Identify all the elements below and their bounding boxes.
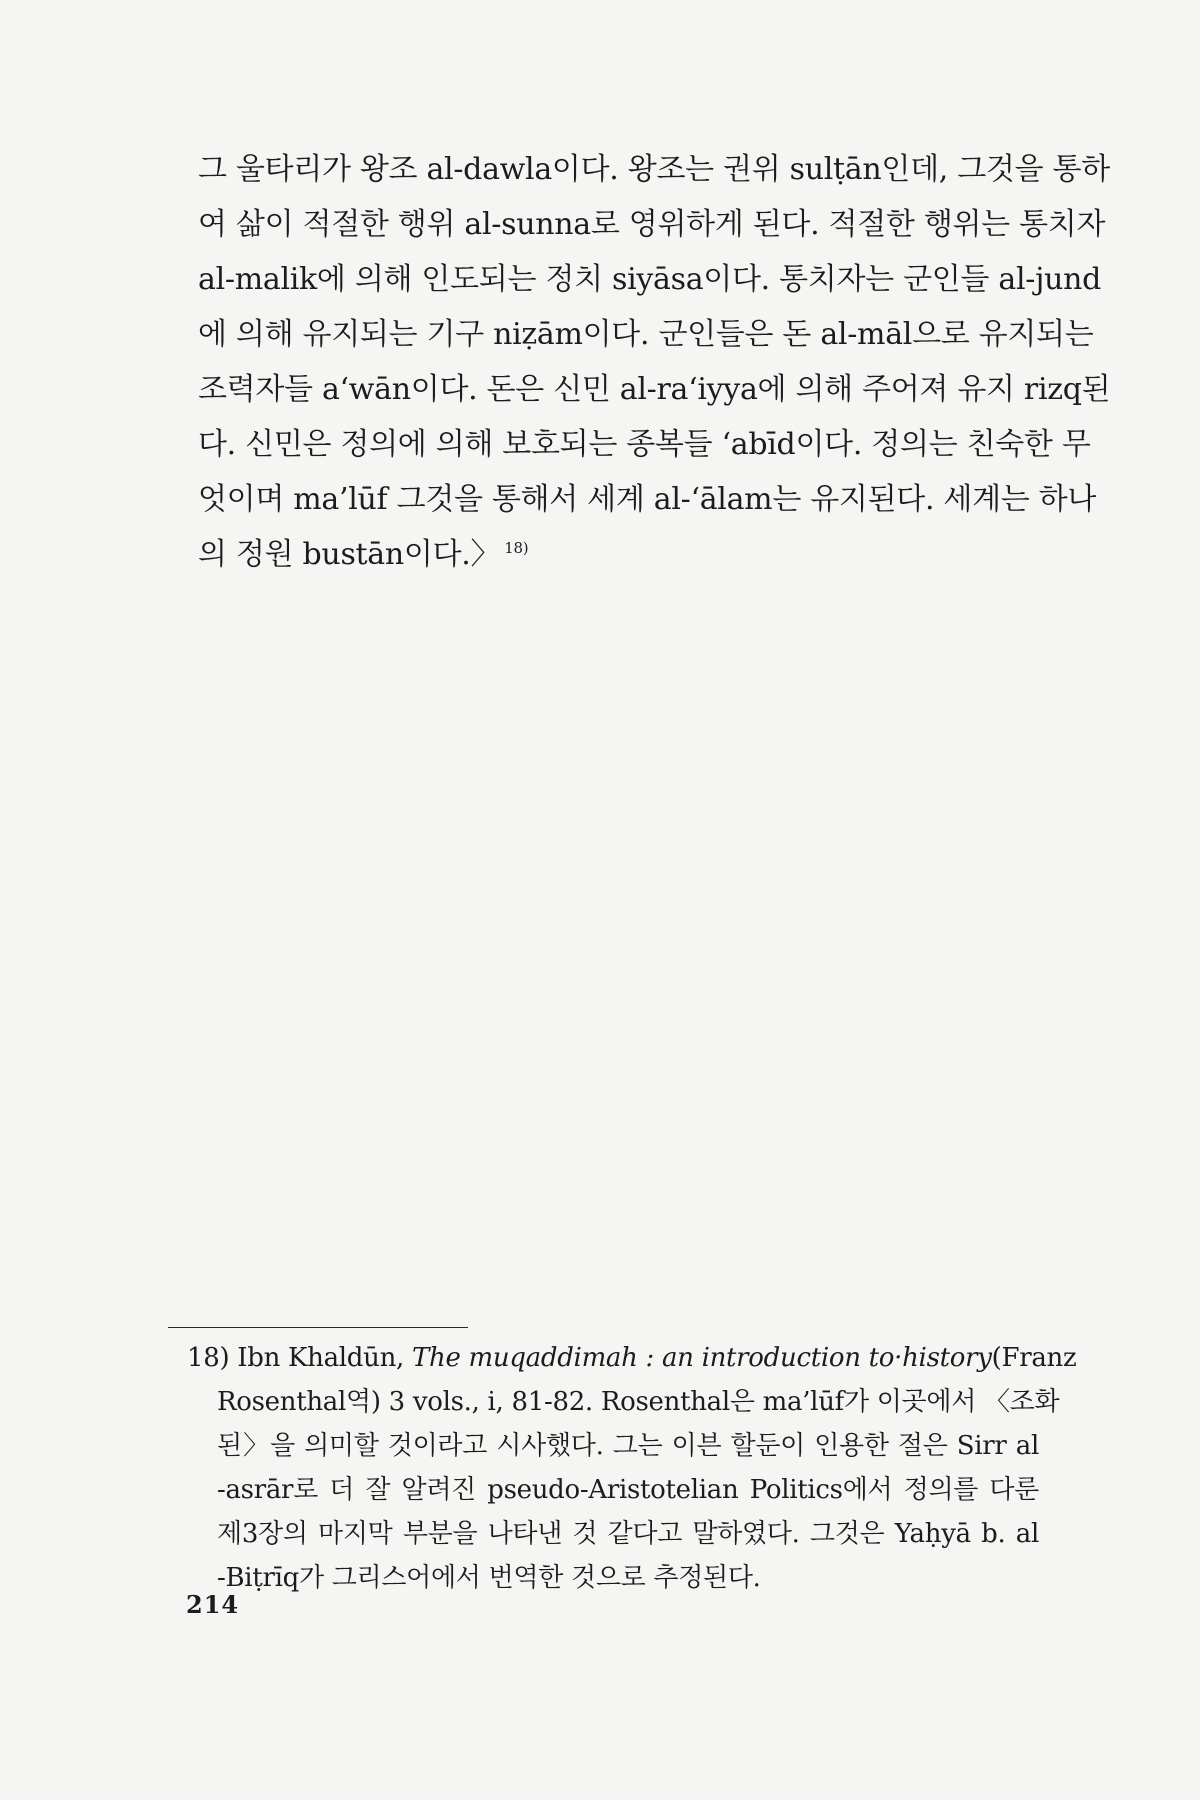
body-line: 에 의해 유지되는 기구 niẓām이다. 군인들은 돈 al-māl으로 유지되는 [198,317,1094,352]
footnote-line: 제3장의 마지막 부분을 나타낸 것 같다고 말하였다. 그것은 Yaḥyā b. al [217,1519,1039,1549]
footnote-divider [168,1327,468,1328]
footnote-line: Rosenthal역) 3 vols., i, 81-82. Rosenthal은 ma’lūf가 이곳에서 〈조화 [217,1387,1060,1417]
body-line: 조력자들 a‘wān이다. 돈은 신민 al-ra‘iyya에 의해 주어져 유지 rizq된 [198,372,1111,407]
body-line: 다. 신민은 정의에 의해 보호되는 종복들 ‘abīd이다. 정의는 친숙한 무 [198,427,1091,462]
footnote-line: -asrār로 더 잘 알려진 pseudo-Aristotelian Politics에서 정의를 다룬 [217,1475,1039,1505]
footnote-18 [187,1336,1077,1600]
body-paragraph [198,142,1111,582]
body-line: 그 울타리가 왕조 al-dawla이다. 왕조는 권위 sulṭān인데, 그것을 통하 [198,152,1110,187]
footnote-book-title: The muqaddimah : an introduction to·history [411,1343,992,1373]
footnote-first-line [187,1336,1077,1380]
footnote-line: 된〉을 의미할 것이라고 시사했다. 그는 이븐 할둔이 인용한 절은 Sirr al [217,1431,1039,1461]
footnote-line-last: -Biṭrīq가 그리스어에서 번역한 것으로 추정된다. [217,1563,761,1593]
footnote-reference[interactable]: 18) [504,539,529,557]
page-number: 214 [186,1590,240,1619]
body-line: 여 삶이 적절한 행위 al-sunna로 영위하게 된다. 적절한 행위는 통치자 [198,207,1106,242]
footnote-author: Ibn Khaldūn, [237,1343,412,1373]
footnote-translator-open: (Franz [991,1343,1077,1373]
body-line: al-malik에 의해 인도되는 정치 siyāsa이다. 통치자는 군인들 al-jund [198,262,1102,297]
body-line: 엇이며 ma’lūf 그것을 통해서 세계 al-‘ālam는 유지된다. 세계는 하나 [198,482,1097,517]
body-line-text: 의 정원 bustān이다.〉 [198,537,501,572]
footnote-marker: 18) [187,1343,230,1373]
body-line-last [198,527,1038,582]
